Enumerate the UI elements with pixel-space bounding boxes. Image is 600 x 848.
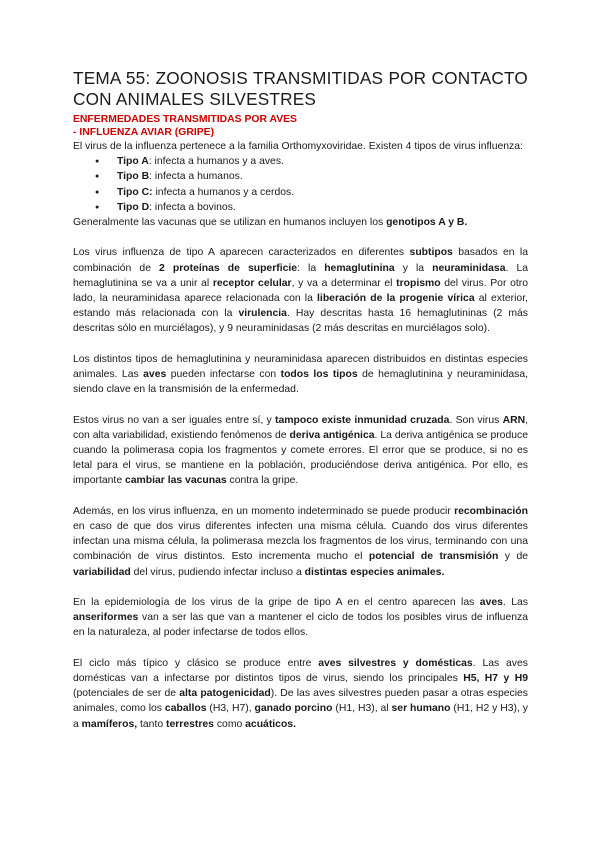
bold-run: neuraminidasa — [432, 262, 506, 274]
type-name: Tipo B — [117, 171, 150, 183]
bold-run: H5, H7 y H9 — [463, 673, 528, 685]
bold-run: aves — [479, 597, 503, 609]
text-run: El ciclo más típico y clásico se produce entre — [73, 657, 319, 669]
text-run: . Hay descritas hasta 16 hemaglutininas (2 más descritas sólo en murciélagos), y 9 neuraminidasas (2 más descritas en murciélagos solo). — [73, 308, 528, 335]
text-run: van a ser las que van a mantener el ciclo de todos los posibles virus de influenza en la naturaleza, al poder infectarse de todos ellos. — [73, 612, 528, 639]
paragraph-recombination — [73, 504, 528, 580]
paragraph-variability — [73, 413, 528, 489]
bold-run: potencial de transmisión — [368, 551, 499, 563]
bold-run: mamíferos, — [81, 718, 138, 730]
bold-run: caballos — [164, 703, 207, 715]
bold-run: ARN — [502, 414, 526, 426]
list-item — [117, 154, 528, 169]
text-run: . Las aves domésticas van a infectarse por distintos tipos de virus, siendo los principales — [73, 657, 528, 685]
intro-paragraph: El virus de la influenza pertenece a la familia Orthomyxoviridae. Existen 4 tipos de virus influenza: — [73, 141, 523, 152]
text-run: Estos virus no van a ser iguales entre sí, y — [73, 414, 276, 426]
text-run: al exterior, estando más relacionada con la — [73, 293, 528, 320]
bold-run: distintas especies animales. — [304, 566, 445, 578]
text-run: En la epidemiología de los virus de la gripe de tipo A en el centro aparecen las — [73, 597, 480, 609]
type-name: Tipo A — [117, 156, 149, 168]
text-run: tanto — [137, 718, 167, 730]
text-run: (H1, H2 y H3), y a — [73, 703, 528, 730]
bold-run: alta patogenicidad — [179, 688, 271, 700]
text-run: Además, en los virus influenza, en un momento indeterminado se puede producir — [73, 505, 455, 517]
text-run: : la — [297, 262, 325, 274]
text-run: . La hemaglutinina se va a unir al — [73, 262, 529, 289]
text-run: . La deriva antigénica se produce cuando la polimerasa copia los fragmentos y comete errores. El error que se produce, si no es letal para el virus, se mantiene en la población, produciéndose deriva antigénica. Por ello, es importante — [73, 429, 528, 487]
bold-run: subtipos — [409, 247, 453, 259]
text-run: Generalmente las vacunas que se utilizan en humanos incluyen los — [73, 217, 387, 229]
bold-run: anseriformes — [73, 612, 139, 624]
text-run: contra la gripe. — [226, 475, 299, 487]
type-text: : infecta a humanos y a aves. — [148, 156, 284, 168]
type-name: Tipo C: — [117, 186, 153, 198]
text-run: Los virus influenza de tipo A aparecen caracterizados en diferentes — [73, 247, 410, 259]
text-run: . Son virus — [449, 414, 503, 426]
paragraph-distribution — [73, 352, 528, 398]
bold-run: deriva antigénica — [289, 429, 375, 441]
bold-run: virulencia — [238, 308, 287, 320]
section-heading: ENFERMEDADES TRANSMITIDAS POR AVES — [73, 114, 297, 125]
text-run: pueden infectarse con — [166, 369, 281, 381]
text-run: , y va a determinar el — [291, 277, 397, 289]
paragraph-epidemiology — [73, 595, 528, 641]
type-text: : infecta a humanos. — [149, 171, 243, 183]
bold-run: cambiar las vacunas — [124, 475, 227, 487]
bold-run: receptor celular — [212, 277, 292, 289]
bold-run: tampoco existe inmunidad cruzada — [275, 414, 450, 426]
text-run: . Las — [502, 597, 529, 609]
text-run: y de — [498, 551, 528, 563]
list-item — [117, 185, 528, 200]
text-run: ). De las aves silvestres pueden pasar a otras especies animales, como los — [73, 688, 528, 715]
bold-run: liberación de la progenie vírica — [317, 293, 475, 305]
bold-run: variabilidad — [73, 566, 131, 578]
type-text: infecta a humanos y a cerdos. — [152, 186, 295, 198]
text-run: basados en la combinación de — [73, 247, 528, 274]
bold-run: aves — [143, 369, 167, 381]
bold-run: aves silvestres y domésticas — [318, 657, 473, 669]
text-run: Los distintos tipos de hemaglutinina y neuraminidasa aparecen distribuidos en distintas especies animales. Las — [73, 353, 528, 381]
paragraph-cycle — [73, 656, 528, 732]
text-run: (H1, H3), al — [332, 703, 392, 715]
type-text: : infecta a bovinos. — [149, 201, 236, 213]
bold-run: tropismo — [396, 277, 441, 289]
text-run: en caso de que dos virus diferentes infecten una misma célula. Cuando dos virus diferentes infectan una misma célula, la polimerasa mezcla los fragmentos de los virus, terminando con una combinación de virus distintos. Esto incrementa mucho el — [73, 521, 528, 563]
page-title: TEMA 55: ZOONOSIS TRANSMITIDAS POR CONTACTO CON ANIMALES SILVESTRES — [73, 68, 528, 109]
bold-run: ganado porcino — [254, 703, 333, 715]
text-run: del virus, pudiendo infectar incluso a — [130, 566, 305, 578]
text-run: (potenciales de ser de — [73, 688, 180, 700]
list-item — [117, 169, 528, 184]
text-run: del virus. Por otro lado, la neuraminidasa aparece relacionada con la — [73, 277, 528, 305]
bold-run: ser humano — [391, 703, 451, 715]
vaccines-paragraph — [73, 215, 528, 230]
bold-run: recombinación — [454, 505, 528, 517]
subsection-heading: - INFLUENZA AVIAR (GRIPE) — [73, 127, 215, 138]
text-run: , con alta variabilidad, existiendo fenómenos de — [73, 414, 528, 441]
text-run: y la — [394, 262, 433, 274]
bold-run: todos los tipos — [280, 369, 358, 381]
text-run: de hemaglutinina y neuraminidasa, siendo clave en la transmisión de la enfermedad. — [73, 369, 529, 396]
bold-run: terrestres — [166, 718, 214, 730]
bold-run: hemaglutinina — [324, 262, 395, 274]
bold-run: acuáticos. — [245, 718, 296, 730]
types-list — [73, 154, 528, 215]
type-name: Tipo D — [117, 201, 150, 213]
text-run: como — [213, 718, 246, 730]
text-run: (H3, H7), — [206, 703, 255, 715]
list-item — [117, 200, 528, 215]
bold-run: genotipos A y B. — [386, 217, 468, 229]
paragraph-subtypes — [73, 245, 528, 336]
bold-run: 2 proteínas de superficie — [159, 262, 298, 274]
